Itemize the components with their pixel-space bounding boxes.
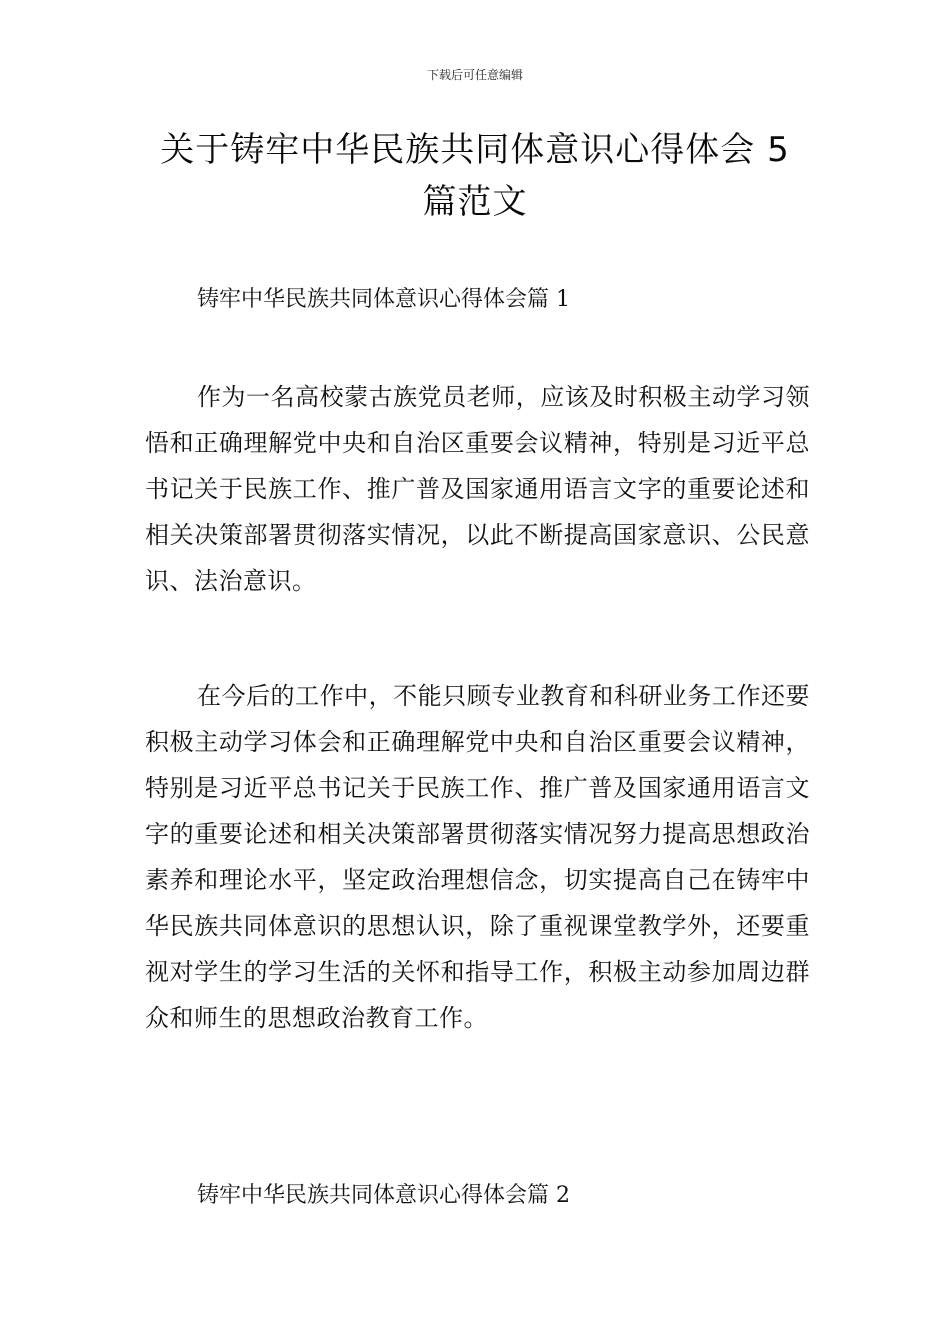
document-title: 关于铸牢中华民族共同体意识心得体会 5 篇范文 — [160, 130, 790, 222]
paragraph-1: 作为一名高校蒙古族党员老师，应该及时积极主动学习领悟和正确理解党中央和自治区重要会议精神，特别是习近平总书记关于民族工作、推广普及国家通用语言文字的重要论述和相关决策部署贯彻落实情况，以此不断提高国家意识、公民意识、法治意识。 — [145, 383, 810, 595]
paragraph-2: 在今后的工作中，不能只顾专业教育和科研业务工作还要积极主动学习体会和正确理解党中央和自治区重要会议精神，特别是习近平总书记关于民族工作、推广普及国家通用语言文字的重要论述和相关决策部署贯彻落实情况努力提高思想政治素养和理论水平，坚定政治理想信念，切实提高自己在铸牢中华民族共同体意识的思想认识，除了重视课堂教学外，还要重视对学生的学习生活的关怀和指导工作，积极主动参加周边群众和师生的思想政治教育工作。 — [145, 682, 810, 1032]
section-heading-2: 铸牢中华民族共同体意识心得体会篇 2 — [197, 1183, 570, 1208]
section-heading-1: 铸牢中华民族共同体意识心得体会篇 1 — [197, 287, 570, 312]
header-note: 下载后可任意编辑 — [426, 68, 523, 82]
